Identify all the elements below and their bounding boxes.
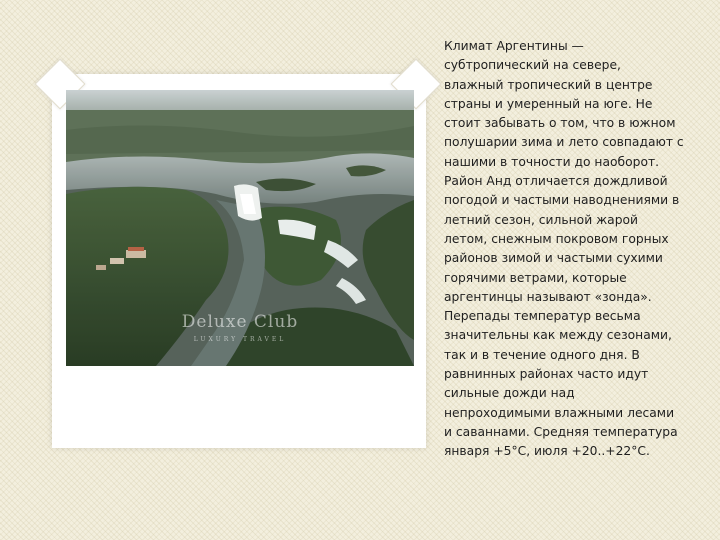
climate-description: Климат Аргентины — субтропический на севере, влажный тропический в центре страны и умеренный на юге. Не стоит забывать о том, что в южном полушарии зима и лето совпадают с нашими в точности до наоборот. Район Анд отличается дождливой погодой и частыми наводнениями в летний сезон, сильной жарой летом, снежным покровом горных районов зимой и частыми сухими горячими ветрами, которые аргентинцы называют «зонда». Перепады температур весьма значительны как между сезонами, так и в течение одного дня. В равнинных районах часто идут сильные дожди над непроходимыми влажными лесами и саваннами. Средняя температура января +5°С, июля +20..+22°С.	[444, 39, 684, 459]
iguazu-falls-aerial-photo	[66, 90, 414, 366]
watermark-subtitle: LUXURY TRAVEL	[193, 336, 287, 343]
watermark-title: Deluxe Club	[181, 312, 299, 332]
